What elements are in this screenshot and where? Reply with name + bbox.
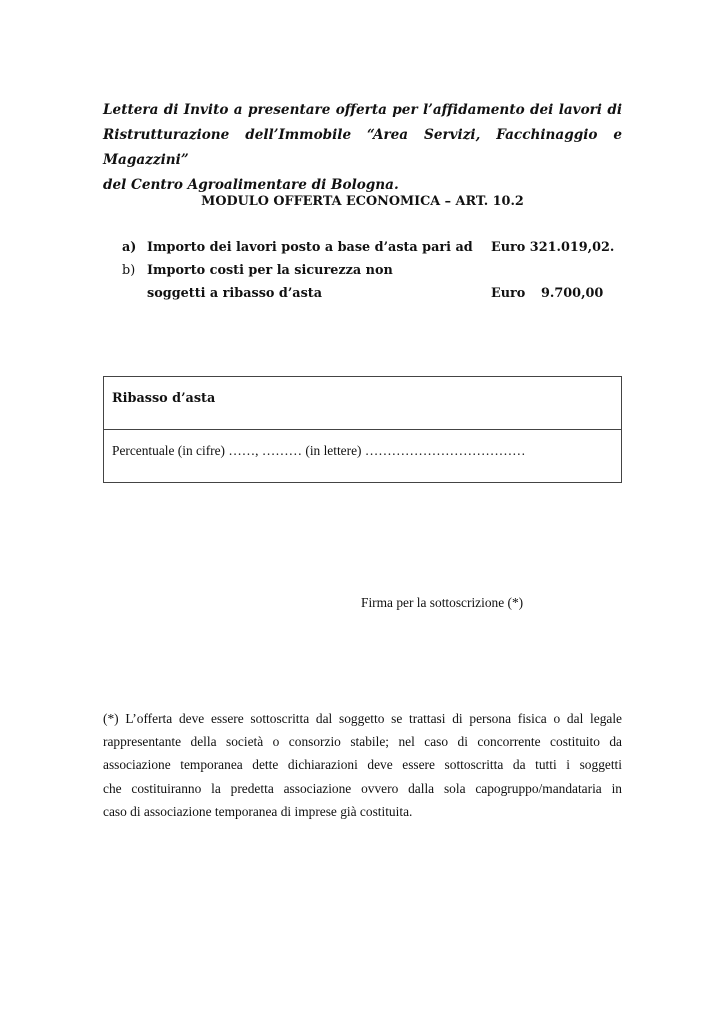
invitation-heading (103, 98, 622, 198)
form-title: MODULO OFFERTA ECONOMICA – ART. 10.2 (201, 194, 524, 209)
amounts-list (122, 236, 622, 305)
discount-table-header-label: Ribasso d’asta (112, 391, 216, 406)
invitation-heading-line: Lettera di Invito a presentare offerta per l’affidamento dei lavori di (103, 102, 622, 118)
signature-label: Firma per la sottoscrizione (*) (361, 595, 524, 610)
amount-item-description: soggetti a ribasso d’asta (147, 286, 323, 301)
amount-item-description: Importo dei lavori posto a base d’asta pari ad (147, 240, 473, 255)
amount-item-value: 9.700,00 (541, 286, 604, 301)
amount-item-currency: Euro (491, 286, 526, 301)
amount-item-b (122, 259, 622, 282)
discount-percentage-field: Percentuale (in cifre) ……, ……… (in lettere) ……………………………… (112, 443, 526, 458)
invitation-heading-line: Ristrutturazione dell’Immobile “Area Servizi, Facchinaggio e Magazzini” (103, 127, 622, 168)
amount-item-marker: a) (122, 240, 137, 255)
discount-table (103, 376, 622, 483)
footnote-line: rappresentante della società o consorzio stabile; nel caso di concorrente costituito da (103, 734, 622, 750)
amount-item-description: Importo costi per la sicurezza non (147, 263, 393, 278)
footnote-line: associazione temporanea dette dichiarazioni deve essere sottoscritta da tutti i soggetti (103, 757, 622, 773)
footnote-line: che costituiranno la predetta associazione ovvero dalla sola capogruppo/mandataria in (103, 780, 622, 796)
amount-item-b-continued (122, 282, 622, 305)
footnote (103, 707, 622, 823)
invitation-heading-line: del Centro Agroalimentare di Bologna. (103, 177, 399, 193)
discount-table-header (104, 377, 621, 430)
amount-item-value: Euro 321.019,02. (491, 240, 615, 255)
footnote-line: (*) L’offerta deve essere sottoscritta dal soggetto se trattasi di persona fisica o dal legale (103, 711, 622, 726)
footnote-line: caso di associazione temporanea di imprese già costituita. (103, 803, 413, 819)
amount-item-marker: b) (122, 263, 136, 278)
amount-item-a (122, 236, 622, 259)
